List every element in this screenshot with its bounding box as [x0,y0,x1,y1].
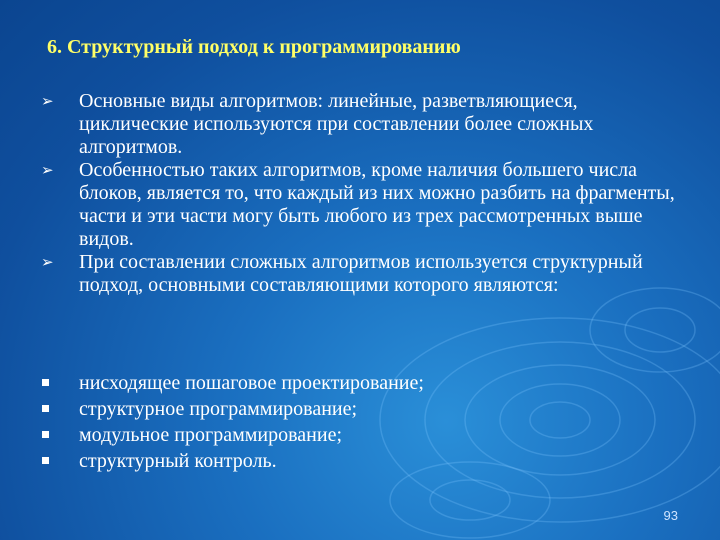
page-number: 93 [663,508,678,523]
point-text: Особенностью таких алгоритмов, кроме наличия большего числа блоков, является то, что каждый из них можно разбить на фрагменты, части и эти части могу быть любого из трех рассмотренных выше видов. [79,159,675,250]
components-list [0,370,679,474]
list-item [0,251,679,297]
list-item [0,448,679,474]
arrow-bullet-icon: ➢ [41,161,54,179]
square-bullet-icon [42,457,49,464]
point-text: При составлении сложных алгоритмов используется структурный подход, основными составляющими которого являются: [79,251,643,296]
component-text: структурный контроль. [79,450,277,472]
arrow-bullet-icon: ➢ [41,92,54,110]
list-item [0,422,679,448]
square-bullet-icon [42,405,49,412]
list-item [0,370,679,396]
component-text: структурное программирование; [79,398,358,420]
list-item [0,90,679,159]
square-bullet-icon [42,379,49,386]
component-text: модульное программирование; [79,424,342,446]
list-item [0,396,679,422]
square-bullet-icon [42,431,49,438]
list-item [0,159,679,251]
point-text: Основные виды алгоритмов: линейные, разветвляющиеся, циклические используются при составлении более сложных алгоритмов. [79,90,594,158]
component-text: нисходящее пошаговое проектирование; [79,372,424,394]
arrow-bullet-icon: ➢ [41,253,54,271]
slide-title: 6. Структурный подход к программированию [47,36,461,58]
main-points-list [0,90,679,297]
